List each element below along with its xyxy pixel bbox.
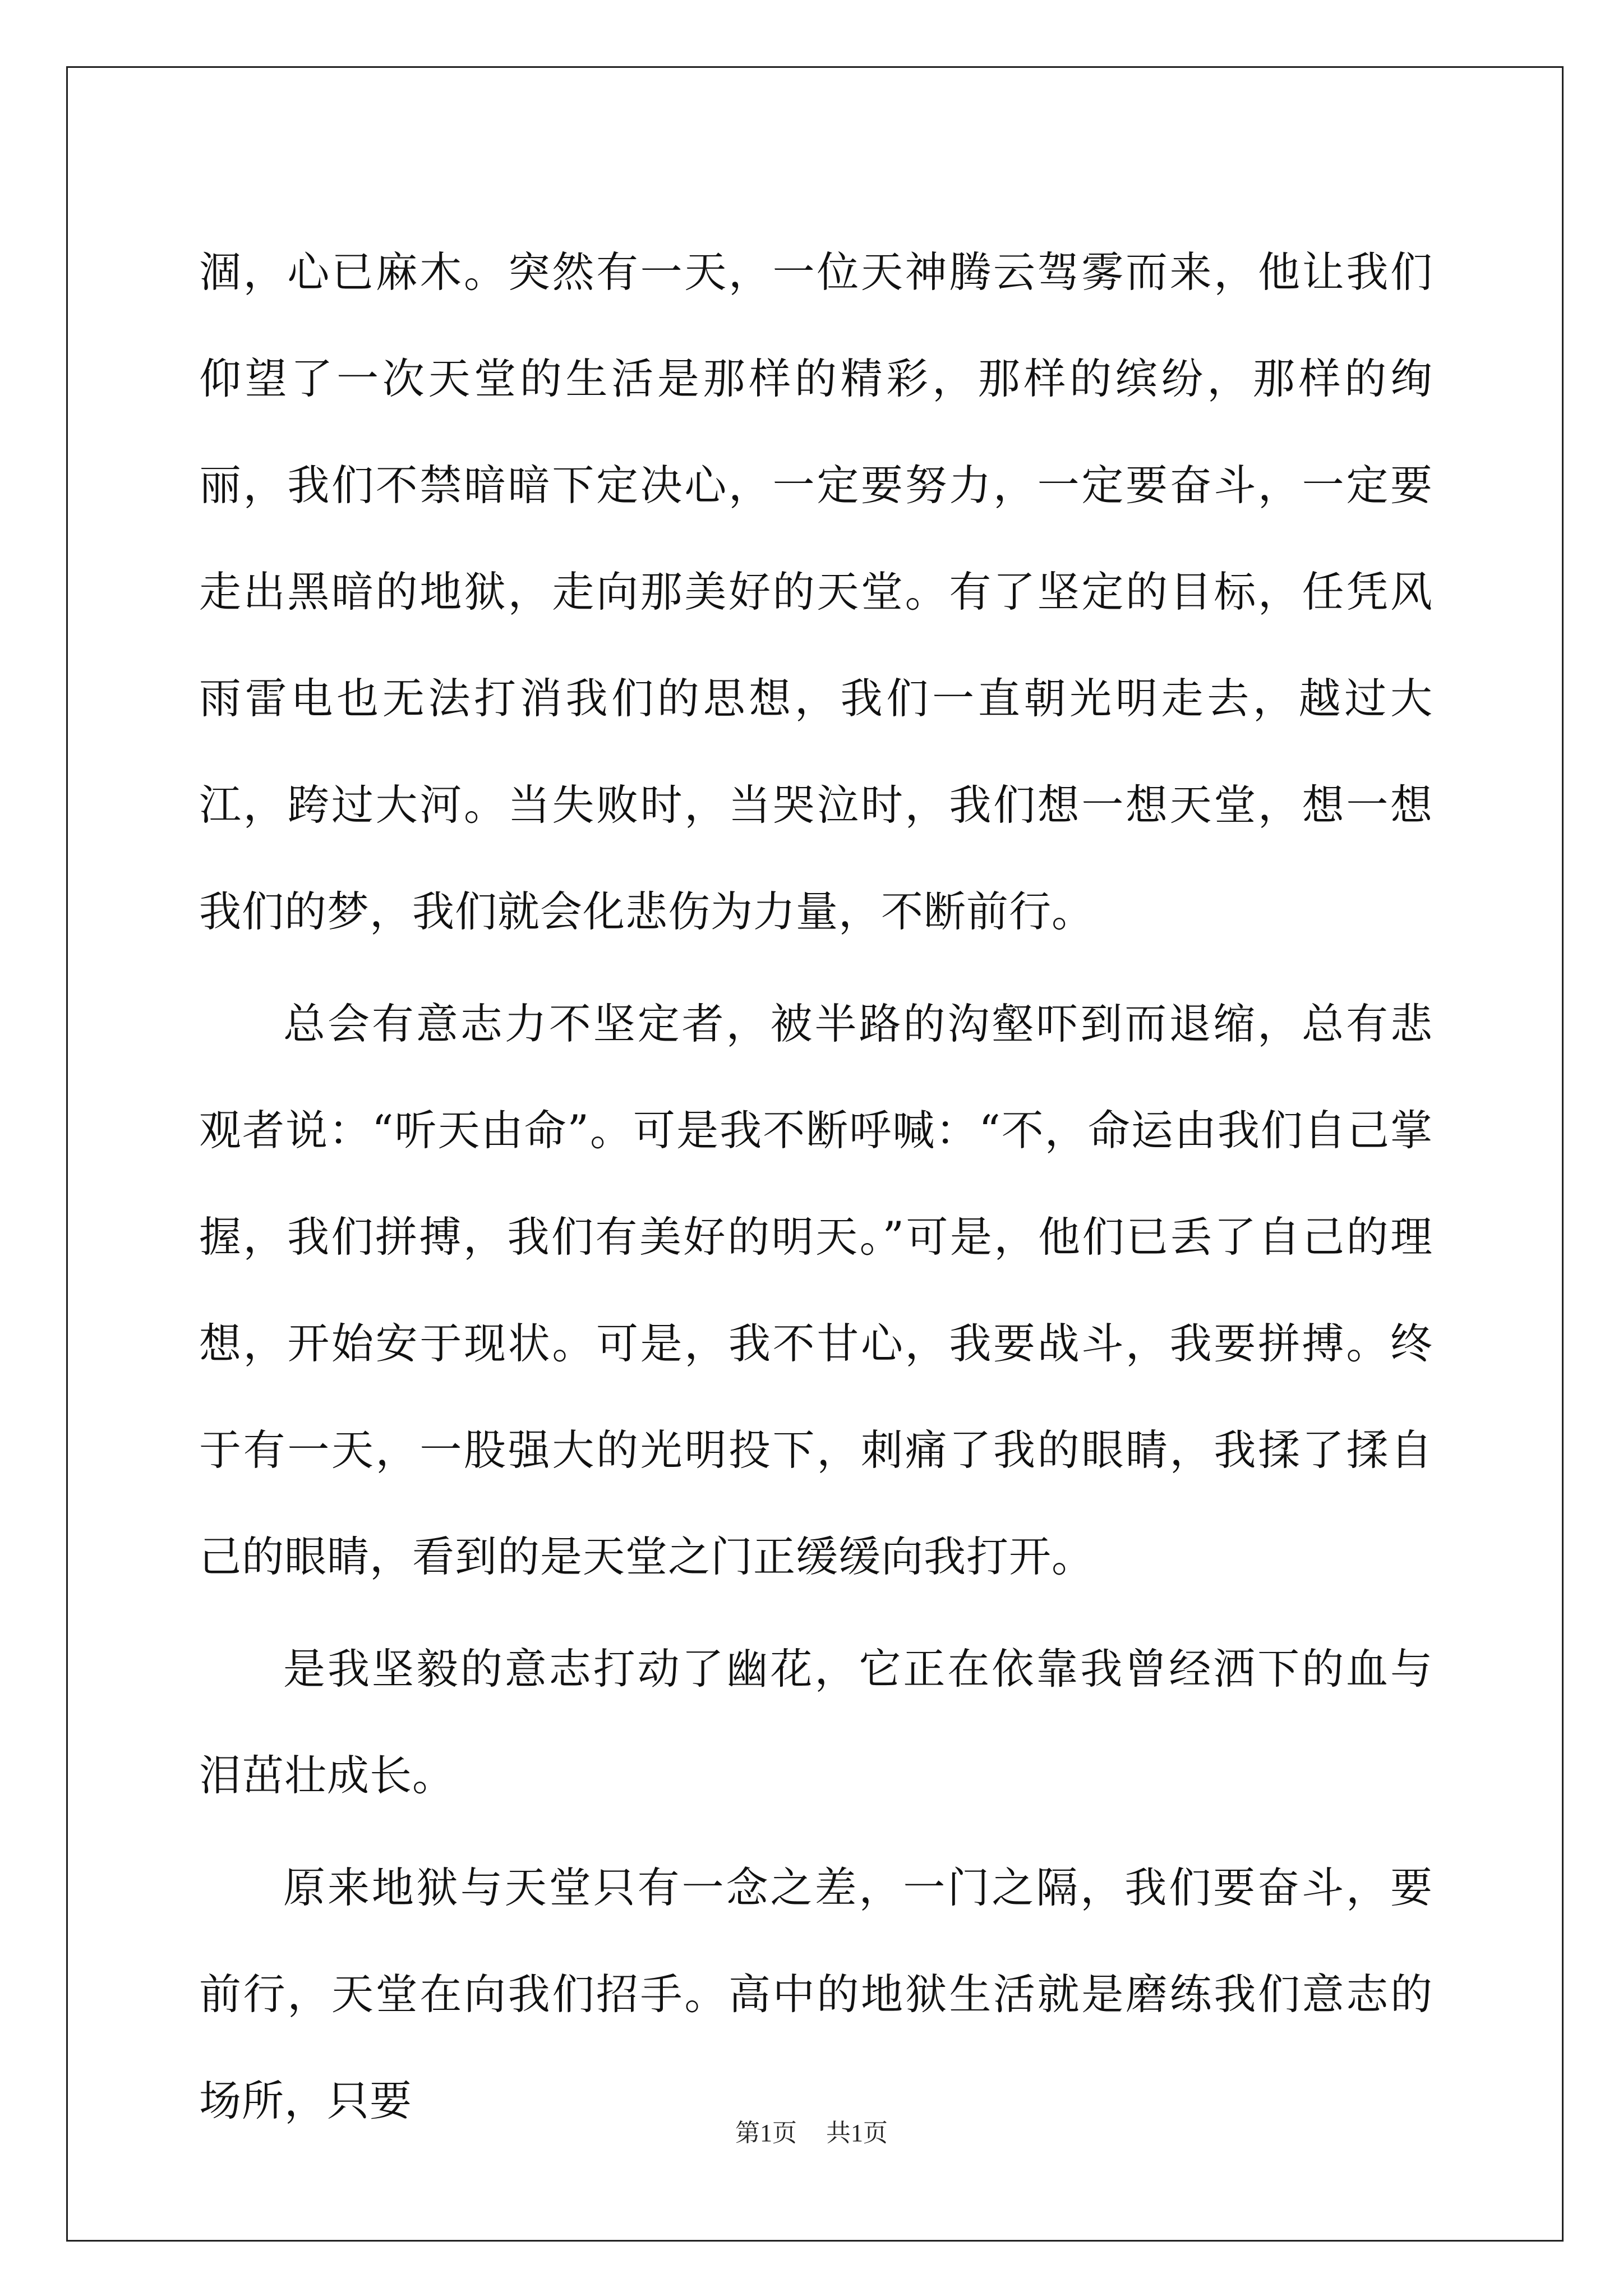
page-footer (0, 2116, 1623, 2150)
paragraph-4: 原来地狱与天堂只有一念之差，一门之隔，我们要奋斗，要前行，天堂在向我们招手。高中的地狱生活就是磨练我们意志的场所，只要 (199, 1863, 1433, 2125)
paragraph-3: 是我坚毅的意志打动了幽花，它正在依靠我曾经洒下的血与泪茁壮成长。 (199, 1644, 1433, 1800)
paragraph-1: 涸，心已麻木。突然有一天，一位天神腾云驾雾而来，他让我们仰望了一次天堂的生活是那样的精彩，那样的缤纷，那样的绚丽，我们不禁暗暗下定决心，一定要努力，一定要奋斗，一定要走出黑暗的地狱，走向那美好的天堂。有了坚定的目标，任凭风雨雷电也无法打消我们的思想，我们一直朝光明走去，越过大江，跨过大河。当失败时，当哭泣时，我们想一想天堂，想一想我们的梦，我们就会化悲伤为力量，不断前行。 (199, 247, 1433, 936)
page-number: 第1页 (735, 2119, 797, 2147)
paragraph-2: 总会有意志力不坚定者，被半路的沟壑吓到而退缩，总有悲观者说：“听天由命”。可是我不断呼喊：“不，命运由我们自己掌握，我们拼搏，我们有美好的明天。”可是，他们已丢了自己的理想，开始安于现状。可是，我不甘心，我要战斗，我要拼搏。终于有一天，一股强大的光明投下，刺痛了我的眼睛，我揉了揉自己的眼睛，看到的是天堂之门正缓缓向我打开。 (199, 999, 1433, 1581)
document-body (199, 219, 1433, 2160)
page-total: 共1页 (826, 2119, 888, 2147)
